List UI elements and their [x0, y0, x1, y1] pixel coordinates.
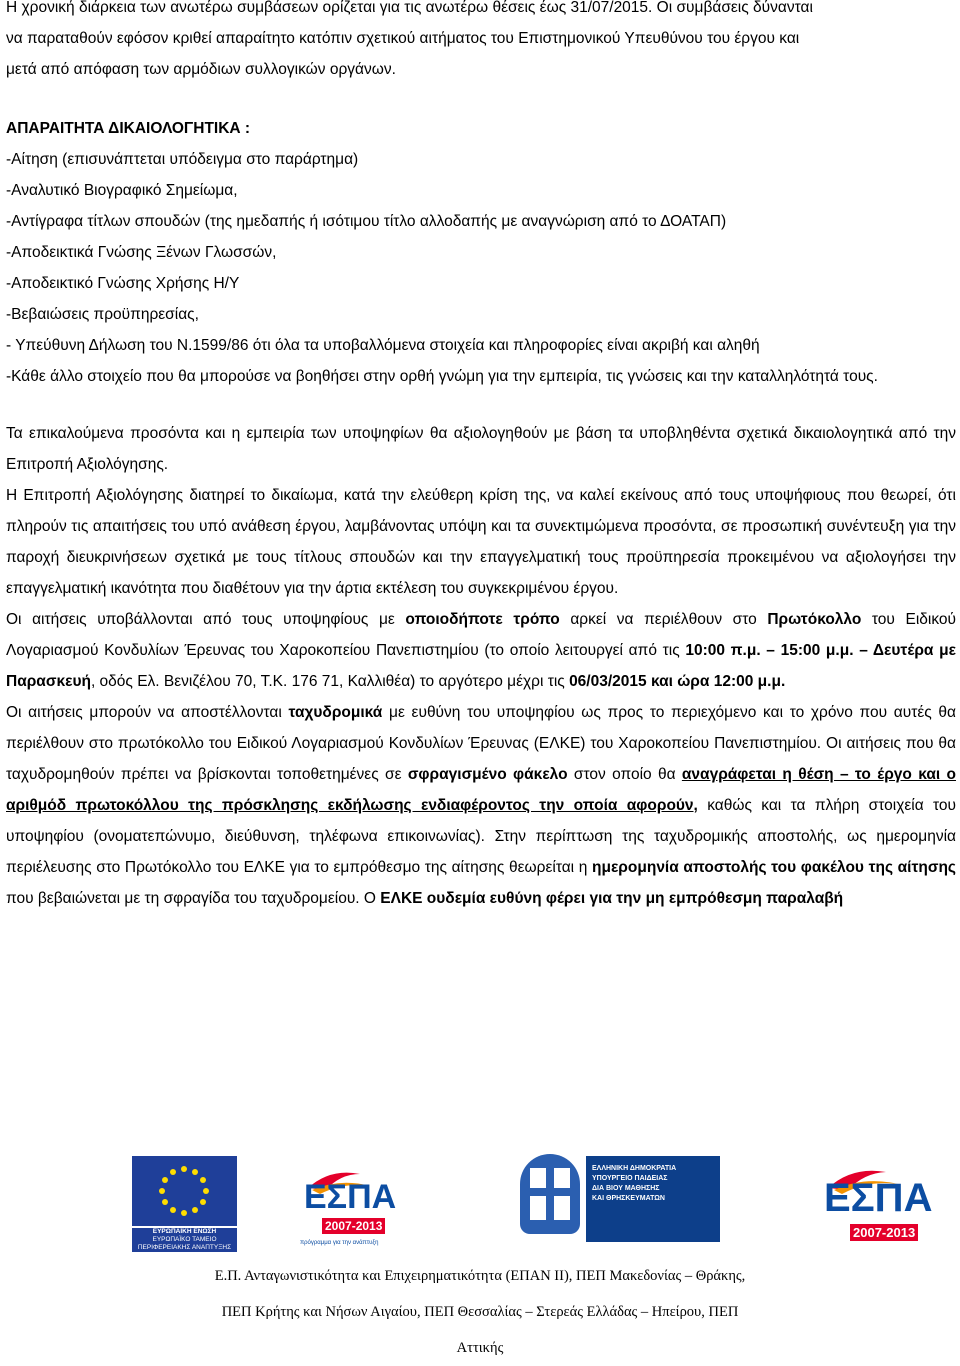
- mail-text: καθώς και τα πλήρη στοιχεία του υποψηφίου (ονοματεπώνυμο, διεύθυνση, τηλέφωνα επικοινωνίας). Στην περίπτωση της ταχυδρομικής αποστολής, ως ημερομηνία περιέλευσης στο Πρωτόκολλο του ΕΛΚΕ για το εμπρόθεσμο της αίτησης θεωρείται η: [6, 797, 957, 876]
- espa-tagline: πρόγραμμα για την ανάπτυξη: [300, 1240, 379, 1246]
- mail-bold: ταχυδρομικά: [288, 704, 383, 721]
- mail-bold-underlined: αριθμόδ πρωτοκόλλου της πρόσκλησης εκδήλωσης ενδιαφέροντος την οποία αφορούν,: [6, 797, 698, 814]
- submission-bold: οποιοδήποτε τρόπο: [405, 611, 560, 628]
- submission-paragraph: [6, 604, 956, 697]
- espa-years-secondary: 2007-2013: [850, 1224, 918, 1241]
- footer-line: Ε.Π. Ανταγωνιστικότητα και Επιχειρηματικότητα (ΕΠΑΝ ΙΙ), ΠΕΠ Μακεδονίας – Θράκης,: [214, 1268, 746, 1284]
- ministry-logo: [520, 1154, 720, 1250]
- body-text: [6, 418, 956, 914]
- espa-logo-secondary: [820, 1160, 933, 1250]
- intro-paragraph: [6, 0, 956, 85]
- requirements-heading: ΑΠΑΡΑΙΤΗΤΑ ΔΙΚΑΙΟΛΟΓΗΤΙΚΑ :: [6, 120, 251, 137]
- mail-bold-underlined: αναγράφεται η θέση – το έργο και ο: [681, 766, 956, 783]
- requirement-item: -Αποδεικτικά Γνώσης Ξένων Γλωσσών,: [6, 244, 277, 261]
- mail-text: Οι αιτήσεις μπορούν να αποστέλλονται: [6, 704, 289, 721]
- submission-deadline: 06/03/2015 και ώρα 12:00 μ.μ.: [569, 673, 786, 690]
- espa-word-secondary: ΕΣΠΑ: [824, 1176, 933, 1220]
- ministry-line: ΕΛΛΗΝΙΚΗ ΔΗΜΟΚΡΑΤΙΑ: [592, 1165, 677, 1172]
- submission-text: του Ειδικού Λογαριασμού Κονδυλίων Έρευνας του Χαροκοπείου Πανεπιστημίου (το οποίο λειτουργεί από τις: [6, 611, 956, 659]
- requirement-item: -Βεβαιώσεις προϋπηρεσίας,: [6, 306, 199, 323]
- mail-bold: σφραγισμένο φάκελο: [407, 766, 568, 783]
- mail-paragraph: [6, 697, 956, 914]
- document-page: [6, 0, 956, 914]
- ministry-line: ΔΙΑ ΒΙΟΥ ΜΑΘΗΣΗΣ: [592, 1185, 660, 1192]
- requirements-list: [6, 144, 956, 392]
- mail-text: που βεβαιώνεται με τη σφραγίδα του ταχυδρομείου. Ο: [6, 890, 381, 907]
- mail-text: στον οποίο θα: [567, 766, 682, 783]
- submission-text: , οδός Ελ. Βενιζέλου 70, Τ.Κ. 176 71, Καλλιθέα) το αργότερο μέχρι τις: [90, 673, 570, 690]
- footer-line: Αττικής: [456, 1340, 504, 1356]
- funding-logos: [0, 1150, 960, 1250]
- requirement-item-last: -Κάθε άλλο στοιχείο που θα μπορούσε να βοηθήσει στην ορθή γνώμη για την εμπειρία, τις γνώσεις και την καταλληλότητά τους.: [6, 368, 878, 385]
- intro-line: Η χρονική διάρκεια των ανωτέρω συμβάσεων ορίζεται για τις ανωτέρω θέσεις έως 31/07/2015. Οι συμβάσεις δύνανται: [6, 0, 813, 16]
- submission-text: Οι αιτήσεις υποβάλλονται από τους υποψηφίους με: [6, 611, 406, 628]
- requirement-item: -Αντίγραφα τίτλων σπουδών (της ημεδαπής ή ισότιμου τίτλο αλλοδαπής με αναγνώριση από το ΔΟΑΤΑΠ): [6, 213, 727, 230]
- footer-programs: [0, 1258, 960, 1366]
- evaluation-paragraph: Τα επικαλούμενα προσόντα και η εμπειρία των υποψηφίων θα αξιολογηθούν με βάση τα υποβληθέντα σχετικά δικαιολογητικά από την Επιτροπή Αξιολόγησης.: [6, 425, 956, 473]
- requirement-item: - Υπεύθυνη Δήλωση του Ν.1599/86 ότι όλα τα υποβαλλόμενα στοιχεία και πληροφορίες είναι ακριβή και αληθή: [6, 337, 760, 354]
- mail-bold: ημερομηνία αποστολής του φακέλου της αίτησης: [592, 859, 956, 876]
- submission-bold: 10:00 π.μ. – 15:00 μ.μ. – Δευτέρα με Παρασκευή: [6, 642, 956, 690]
- ministry-name: [586, 1156, 720, 1242]
- committee-paragraph: Η Επιτροπή Αξιολόγησης διατηρεί το δικαίωμα, κατά την ελεύθερη κρίση της, να καλεί εκείνους από τους υποψήφιους που θεωρεί, ότι πληρούν τις απαιτήσεις του υπό ανάθεση έργου, λαμβάνοντας υπόψη και τα συνεκτιμώμενα προσόντα, σε προσωπική συνέντευξη για την παροχή διευκρινήσεων σχετικά με τους τίτλους σπουδών και την επαγγελματική τους προϋπηρεσία προκειμένου να αξιολογήσει την επαγγελματική ικανότητα που διαθέτουν για την άρτια εκτέλεση του συγκεκριμένου έργου.: [6, 487, 956, 597]
- mail-bold: ΕΛΚΕ ουδεμία ευθύνη φέρει για την μη εμπρόθεσμη παραλαβή: [380, 890, 844, 907]
- eu-logo: [132, 1156, 237, 1252]
- espa-word: ΕΣΠΑ: [304, 1178, 397, 1216]
- footer-line: ΠΕΠ Κρήτης και Νήσων Αιγαίου, ΠΕΠ Θεσσαλίας – Στερεάς Ελλάδας – Ηπείρου, ΠΕΠ: [221, 1304, 739, 1320]
- intro-line: μετά από απόφαση των αρμόδιων συλλογικών οργάνων.: [6, 61, 396, 78]
- greek-emblem-icon: [520, 1154, 580, 1234]
- requirement-item: -Αναλυτικό Βιογραφικό Σημείωμα,: [6, 182, 238, 199]
- eu-caption-line: ΕΥΡΩΠΑΪΚΗ ΕΝΩΣΗ: [152, 1228, 217, 1235]
- submission-bold: Πρωτόκολλο: [767, 611, 862, 628]
- ministry-line: ΚΑΙ ΘΡΗΣΚΕΥΜΑΤΩΝ: [592, 1195, 665, 1202]
- ministry-line: ΥΠΟΥΡΓΕΙΟ ΠΑΙΔΕΙΑΣ: [592, 1175, 668, 1182]
- eu-caption-line: ΕΥΡΩΠΑΪΚΟ ΤΑΜΕΙΟ: [152, 1236, 217, 1243]
- espa-years: 2007-2013: [322, 1218, 385, 1234]
- eu-caption: [132, 1228, 237, 1252]
- mail-text: με ευθύνη του υποψηφίου ως προς το περιεχόμενο και το χρόνο που αυτές θα περιέλθουν στο πρωτόκολλο του Ειδικού Λογαριασμού Κονδυλίων Έρευνας (ΕΛΚΕ) του Χαροκοπείου Πανεπιστημίου. Οι αιτήσεις που θα ταχυδρομηθούν πρέπει να βρίσκονται τοποθετημένες σε: [6, 704, 956, 783]
- intro-line: να παραταθούν εφόσον κριθεί απαραίτητο κατόπιν σχετικού αιτήματος του Επιστημονικού Υπευθύνου του έργου και: [6, 30, 800, 47]
- eu-caption-line: ΠΕΡΙΦΕΡΕΙΑΚΗΣ ΑΝΑΠΤΥΞΗΣ: [137, 1244, 232, 1251]
- espa-logo: [300, 1160, 400, 1250]
- eu-flag-icon: [132, 1156, 237, 1226]
- requirement-item: -Αποδεικτικό Γνώσης Χρήσης Η/Υ: [6, 275, 240, 292]
- requirement-item: -Αίτηση (επισυνάπτεται υπόδειγμα στο παράρτημα): [6, 151, 359, 168]
- submission-text: αρκεί να περιέλθουν στο: [559, 611, 768, 628]
